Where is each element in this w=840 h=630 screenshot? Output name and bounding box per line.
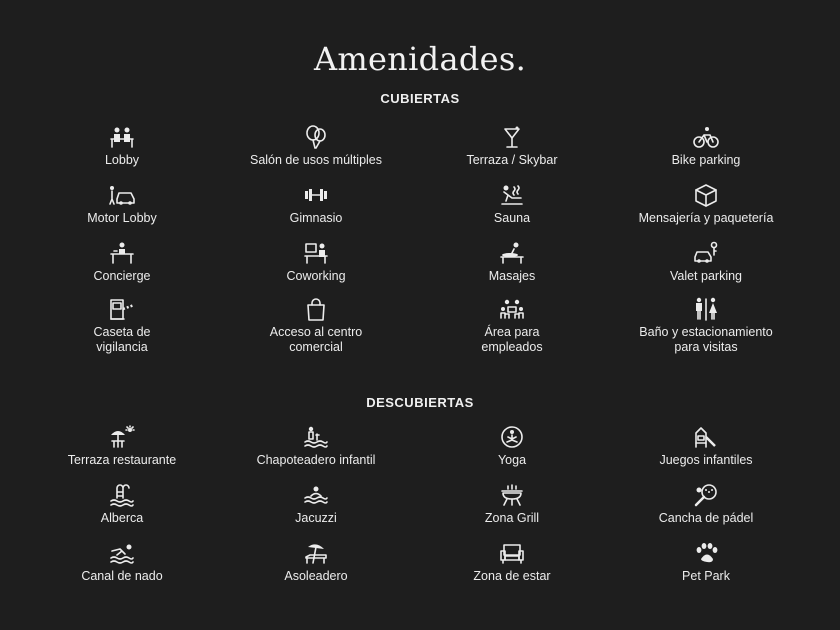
amenity-item <box>27 297 217 355</box>
amenity-item <box>611 541 801 584</box>
bicycle-icon <box>692 125 720 149</box>
restroom-icon <box>692 297 720 321</box>
amenity-label: Terraza restaurante <box>67 453 177 467</box>
amenity-item <box>27 125 217 168</box>
amenity-label: Cancha de pádel <box>658 511 754 525</box>
amenity-item <box>611 183 801 226</box>
kids-pool-icon <box>302 425 330 449</box>
amenity-item <box>417 125 607 168</box>
balloons-icon <box>302 125 330 149</box>
grill-icon <box>498 483 526 507</box>
cocktail-icon <box>498 125 526 149</box>
section-title-descubiertas: DESCUBIERTAS <box>366 395 474 410</box>
concierge-desk-icon <box>108 241 136 265</box>
package-icon <box>692 183 720 207</box>
amenity-label: Sauna <box>493 211 531 225</box>
amenity-label: Zona Grill <box>484 511 540 525</box>
playground-icon <box>692 425 720 449</box>
amenity-label: Valet parking <box>669 269 743 283</box>
amenity-label: Caseta de vigilancia <box>93 325 151 354</box>
amenity-item <box>221 125 411 168</box>
swimmer-icon <box>108 541 136 565</box>
amenity-item <box>611 425 801 468</box>
amenity-label: Acceso al centro comercial <box>269 325 363 354</box>
amenity-label: Chapoteadero infantil <box>256 453 376 467</box>
amenity-label: Salón de usos múltiples <box>249 153 383 167</box>
amenity-item <box>27 483 217 526</box>
amenity-item <box>27 241 217 284</box>
valet-icon <box>692 241 720 265</box>
amenity-item <box>417 541 607 584</box>
guard-booth-icon <box>108 297 136 321</box>
staff-group-icon <box>498 297 526 321</box>
page-title: Amenidades. <box>313 40 527 78</box>
amenity-item <box>417 297 607 355</box>
amenity-item <box>611 483 801 526</box>
massage-icon <box>498 241 526 265</box>
amenity-item <box>27 425 217 468</box>
amenity-label: Yoga <box>497 453 527 467</box>
amenity-item <box>221 483 411 526</box>
amenity-item <box>417 425 607 468</box>
amenity-label: Coworking <box>286 269 346 283</box>
jacuzzi-icon <box>302 483 330 507</box>
sofa-icon <box>498 541 526 565</box>
amenity-item <box>417 483 607 526</box>
amenity-item <box>417 183 607 226</box>
amenity-label: Concierge <box>93 269 151 283</box>
pool-ladder-icon <box>108 483 136 507</box>
amenity-label: Área para empleados <box>481 325 543 354</box>
amenity-label: Baño y estacionamiento para visitas <box>639 325 773 354</box>
amenity-item <box>27 541 217 584</box>
shopping-bag-icon <box>302 297 330 321</box>
amenity-label: Gimnasio <box>289 211 343 225</box>
amenity-label: Mensajería y paquetería <box>638 211 774 225</box>
dumbbell-icon <box>302 183 330 207</box>
amenity-item <box>611 241 801 284</box>
yoga-icon <box>498 425 526 449</box>
amenity-item <box>221 183 411 226</box>
amenity-label: Motor Lobby <box>87 211 157 225</box>
amenity-item <box>221 425 411 468</box>
amenity-item <box>221 541 411 584</box>
car-person-icon <box>108 183 136 207</box>
section-title-cubiertas: CUBIERTAS <box>380 91 460 106</box>
amenity-label: Zona de estar <box>473 569 551 583</box>
amenity-label: Canal de nado <box>81 569 163 583</box>
amenity-item <box>611 125 801 168</box>
terrace-table-icon <box>108 425 136 449</box>
paw-icon <box>692 541 720 565</box>
sauna-icon <box>498 183 526 207</box>
amenity-item <box>221 241 411 284</box>
amenity-item <box>417 241 607 284</box>
amenity-label: Lobby <box>104 153 140 167</box>
amenity-label: Terraza / Skybar <box>466 153 558 167</box>
coworking-icon <box>302 241 330 265</box>
amenity-label: Bike parking <box>671 153 741 167</box>
lobby-icon <box>108 125 136 149</box>
amenity-item <box>221 297 411 355</box>
amenity-label: Jacuzzi <box>295 511 337 525</box>
sunbed-umbrella-icon <box>302 541 330 565</box>
padel-icon <box>692 483 720 507</box>
amenity-label: Pet Park <box>682 569 730 583</box>
amenity-item <box>27 183 217 226</box>
amenity-label: Juegos infantiles <box>659 453 753 467</box>
amenity-label: Masajes <box>488 269 536 283</box>
amenity-label: Alberca <box>100 511 144 525</box>
amenity-label: Asoleadero <box>284 569 348 583</box>
amenity-item <box>611 297 801 355</box>
